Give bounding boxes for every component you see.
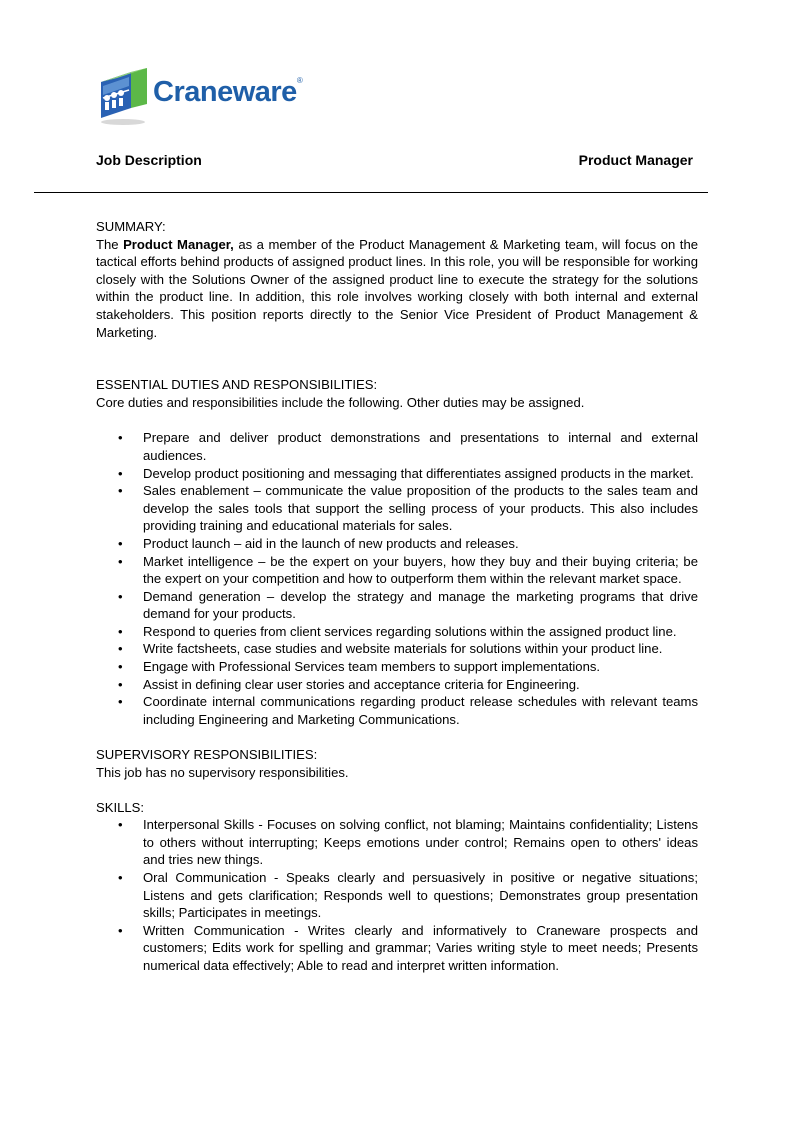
doc-type-label: Job Description [96,152,202,168]
bullet-icon: • [118,465,123,481]
list-item-text: Demand generation – develop the strategy and manage the marketing programs that drive demand for your products. [143,588,698,622]
bullet-icon: • [118,922,123,938]
bullet-icon: • [118,553,123,569]
supervisory-heading: SUPERVISORY RESPONSIBILITIES: [96,747,318,763]
skills-heading: SKILLS: [96,799,145,815]
list-item-text: Coordinate internal communications regarding product release schedules with relevant teams including Engineering and Marketing Communications. [143,694,698,727]
list-item [96,816,698,869]
list-item [96,535,698,553]
list-item-text: Written Communication - Writes clearly and informatively to Craneware prospects and customers; Edits work for spelling and grammar; Varies writing style to meet needs; Presents numerical data effectively; Able to read and interpret written information. [143,922,698,973]
list-item [96,429,698,464]
summary-bold-title: Product Manager, [123,236,234,252]
list-item [96,658,698,676]
duties-intro: Core duties and responsibilities include the following. Other duties may be assigned. [96,394,585,410]
craneware-logo [97,64,337,128]
bullet-icon: • [118,659,123,675]
list-item [96,465,698,483]
bullet-icon: • [118,588,123,604]
bullet-icon: • [118,694,123,710]
job-title-label: Product Manager [578,152,693,168]
summary-paragraph: The Product Manager, as a member of the Product Management & Marketing team, will focus on the tactical efforts behind products of assigned product lines. In this role, you will be responsible for working closely with the Solutions Owner of the assigned product line to execute the strategy for the solutions within the product line. In addition, this role involves working closely with both internal and external stakeholders. This position reports directly to the Senior Vice President of Product Management & Marketing. [96,236,699,340]
bullet-icon: • [118,817,123,833]
list-item-text: Market intelligence – be the expert on your buyers, how they buy and their buying criteria; be the expert on your competition and how to outperform them within the relevant market space. [143,553,698,587]
list-item-text: Engage with Professional Services team members to support implementations. [143,659,601,675]
bullet-icon: • [118,483,123,499]
list-item-text: Develop product positioning and messaging that differentiates assigned products in the market. [143,465,694,481]
list-item [96,482,698,535]
list-item-text: Interpersonal Skills - Focuses on solving conflict, not blaming; Maintains confidentiality; Listens to others without interrupting; Keeps emotions under control; Remains open to others' ideas and tries new things. [143,817,698,868]
list-item [96,623,698,641]
document-body [96,218,698,975]
bullet-icon: • [118,870,123,885]
list-item-text: Sales enablement – communicate the value proposition of the products to the sales team and develop the sales tools that support the selling process of your products. This also includes providing training and educational materials for sales. [143,483,698,534]
bullet-icon: • [118,676,123,692]
list-item [96,922,698,975]
supervisory-body: This job has no supervisory responsibilities. [96,765,349,781]
logo-cube-icon [97,64,153,128]
list-item [96,676,698,694]
list-item [96,640,698,658]
list-item [96,869,698,922]
list-item [96,588,698,623]
summary-heading: SUMMARY: [96,219,166,234]
logo-wordmark: Craneware® [153,76,303,108]
list-item-text: Product launch – aid in the launch of new products and releases. [143,535,519,551]
bullet-icon: • [118,535,123,551]
bullet-icon: • [118,641,123,657]
list-item-text: Assist in defining clear user stories and acceptance criteria for Engineering. [143,676,580,692]
list-item-text: Oral Communication - Speaks clearly and persuasively in positive or negative situations; Listens and gets clarification; Responds well to questions; Demonstrates group presentation skills; Participates in meetings. [143,870,698,921]
list-item-text: Respond to queries from client services regarding solutions within the assigned product line. [143,623,677,639]
list-item [96,693,698,728]
bullet-icon: • [118,430,123,446]
skills-list [96,816,698,974]
list-item-text: Write factsheets, case studies and website materials for solutions within your product line. [143,641,663,657]
duties-list [96,429,698,728]
bullet-icon: • [118,623,123,639]
header-divider [34,192,708,193]
list-item [96,553,698,588]
duties-heading: ESSENTIAL DUTIES AND RESPONSIBILITIES: [96,377,378,393]
list-item-text: Prepare and deliver product demonstrations and presentations to internal and external audiences. [143,430,698,463]
